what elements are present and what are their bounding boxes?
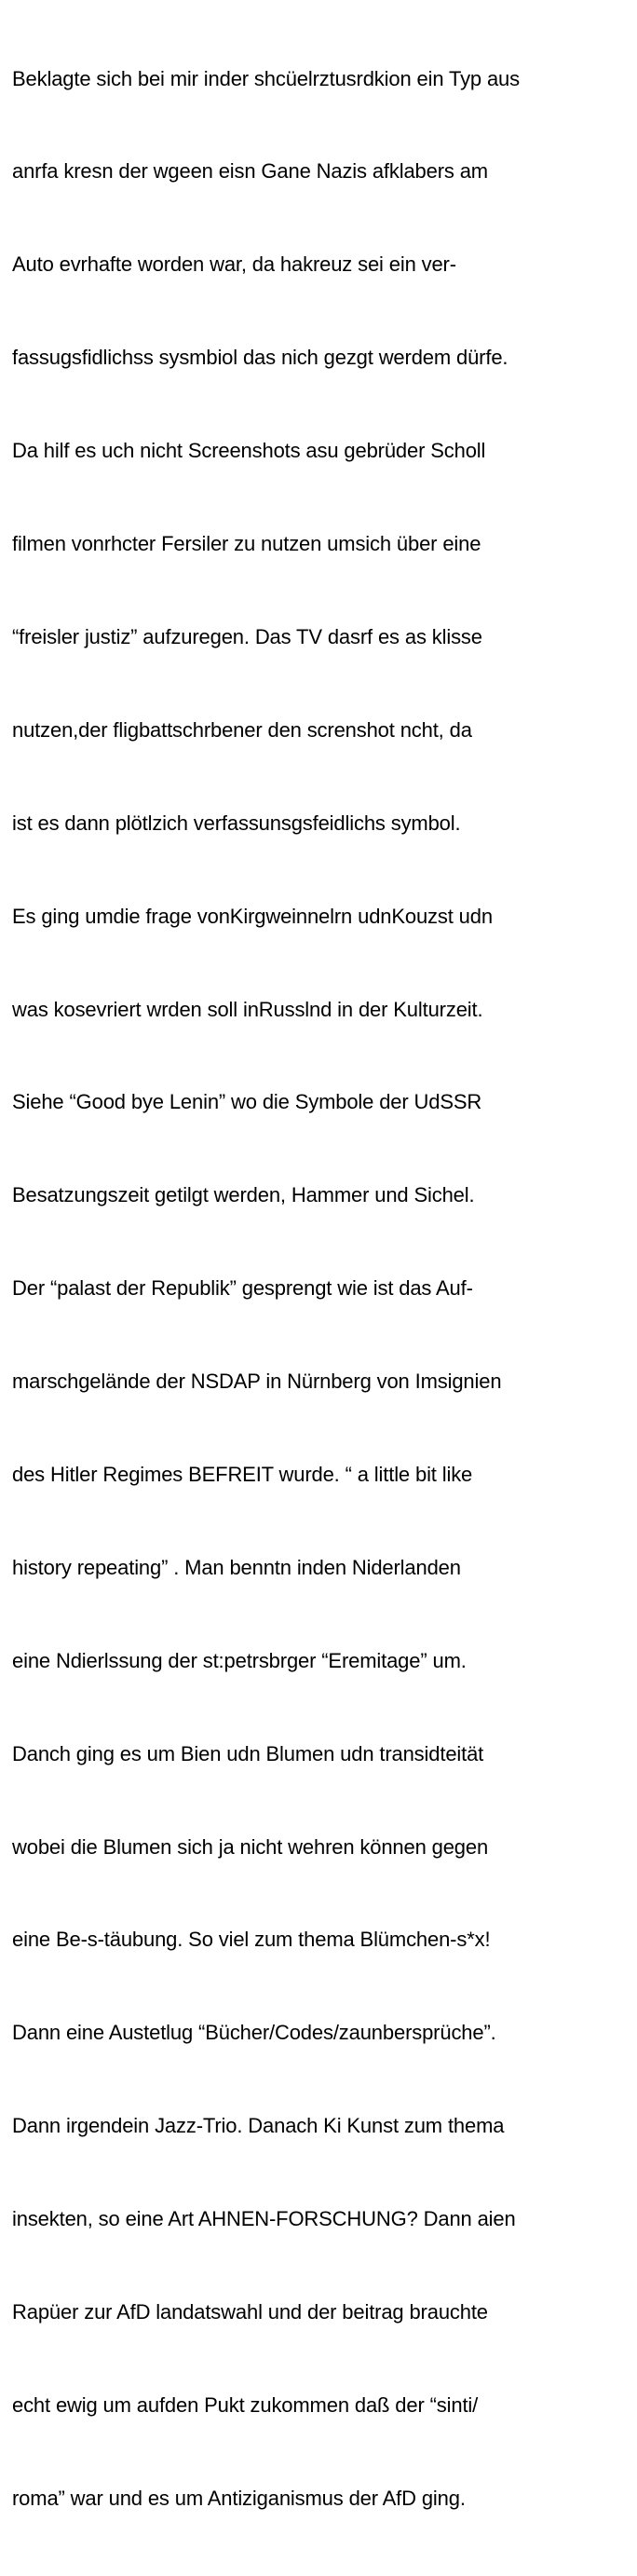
text-line: eine Be-s-täubung. So viel zum thema Blümchen-s*x! — [12, 1928, 491, 1952]
text-line: des Hitler Regimes BEFREIT wurde. “ a little bit like — [12, 1462, 473, 1486]
body-text — [12, 1, 636, 2576]
text-line: fassugsfidlichss sysmbiol das nich gezgt werdem dürfe. — [12, 346, 508, 370]
text-line: Es ging umdie frage vonKirgweinnelrn udnKouzst udn — [12, 904, 493, 928]
text-line: eine Ndierlssung der st:petrsbrger “Eremitage” um. — [12, 1648, 467, 1672]
text-line: Dann eine Austetlug “Bücher/Codes/zaunbersprüche”. — [12, 2021, 496, 2045]
text-line: Auto evrhafte worden war, da hakreuz sei ein ver- — [12, 252, 456, 277]
text-line: nutzen,der fligbattschrbener den screnshot ncht, da — [12, 717, 472, 742]
text-line: Siehe “Good bye Lenin” wo die Symbole der UdSSR — [12, 1090, 482, 1114]
text-line: Rapüer zur AfD landatswahl und der beitrag brauchte — [12, 2299, 488, 2324]
text-line: Dann irgendein Jazz-Trio. Danach Ki Kunst zum thema — [12, 2114, 505, 2138]
text-line: marschgelände der NSDAP in Nürnberg von Imsignien — [12, 1370, 502, 1394]
text-line: wobei die Blumen sich ja nicht wehren können gegen — [12, 1834, 489, 1859]
text-line: history repeating” . Man benntn inden Niderlanden — [12, 1555, 461, 1579]
text-line: ist es dann plötlzich verfassunsgsfeidlichs symbol. — [12, 811, 461, 835]
text-line: insekten, so eine Art AHNEN-FORSCHUNG? Dann aien — [12, 2207, 516, 2231]
text-line: Da hilf es uch nicht Screenshots asu gebrüder Scholl — [12, 439, 486, 463]
text-line: Der “palast der Republik” gesprengt wie ist das Auf- — [12, 1276, 473, 1301]
text-line: roma” war und es um Antiziganismus der AfD ging. — [12, 2486, 466, 2510]
text-line: Beklagte sich bei mir inder shcüelrztusrdkion ein Typ aus — [12, 66, 520, 90]
text-line: filmen vonrhcter Fersiler zu nutzen umsich über eine — [12, 532, 481, 556]
text-line: “freisler justiz” aufzuregen. Das TV dasrf es as klisse — [12, 624, 482, 648]
text-line: was kosevriert wrden soll inRusslnd in der Kulturzeit. — [12, 997, 483, 1021]
text-line: Besatzungszeit getilgt werden, Hammer und Sichel. — [12, 1183, 475, 1207]
text-line: anrfa kresn der wgeen eisn Gane Nazis afklabers am — [12, 159, 488, 184]
text-line: echt ewig um aufden Pukt zukommen daß der “sinti/ — [12, 2392, 479, 2417]
text-line: Danch ging es um Bien udn Blumen udn transidteität — [12, 1741, 484, 1765]
